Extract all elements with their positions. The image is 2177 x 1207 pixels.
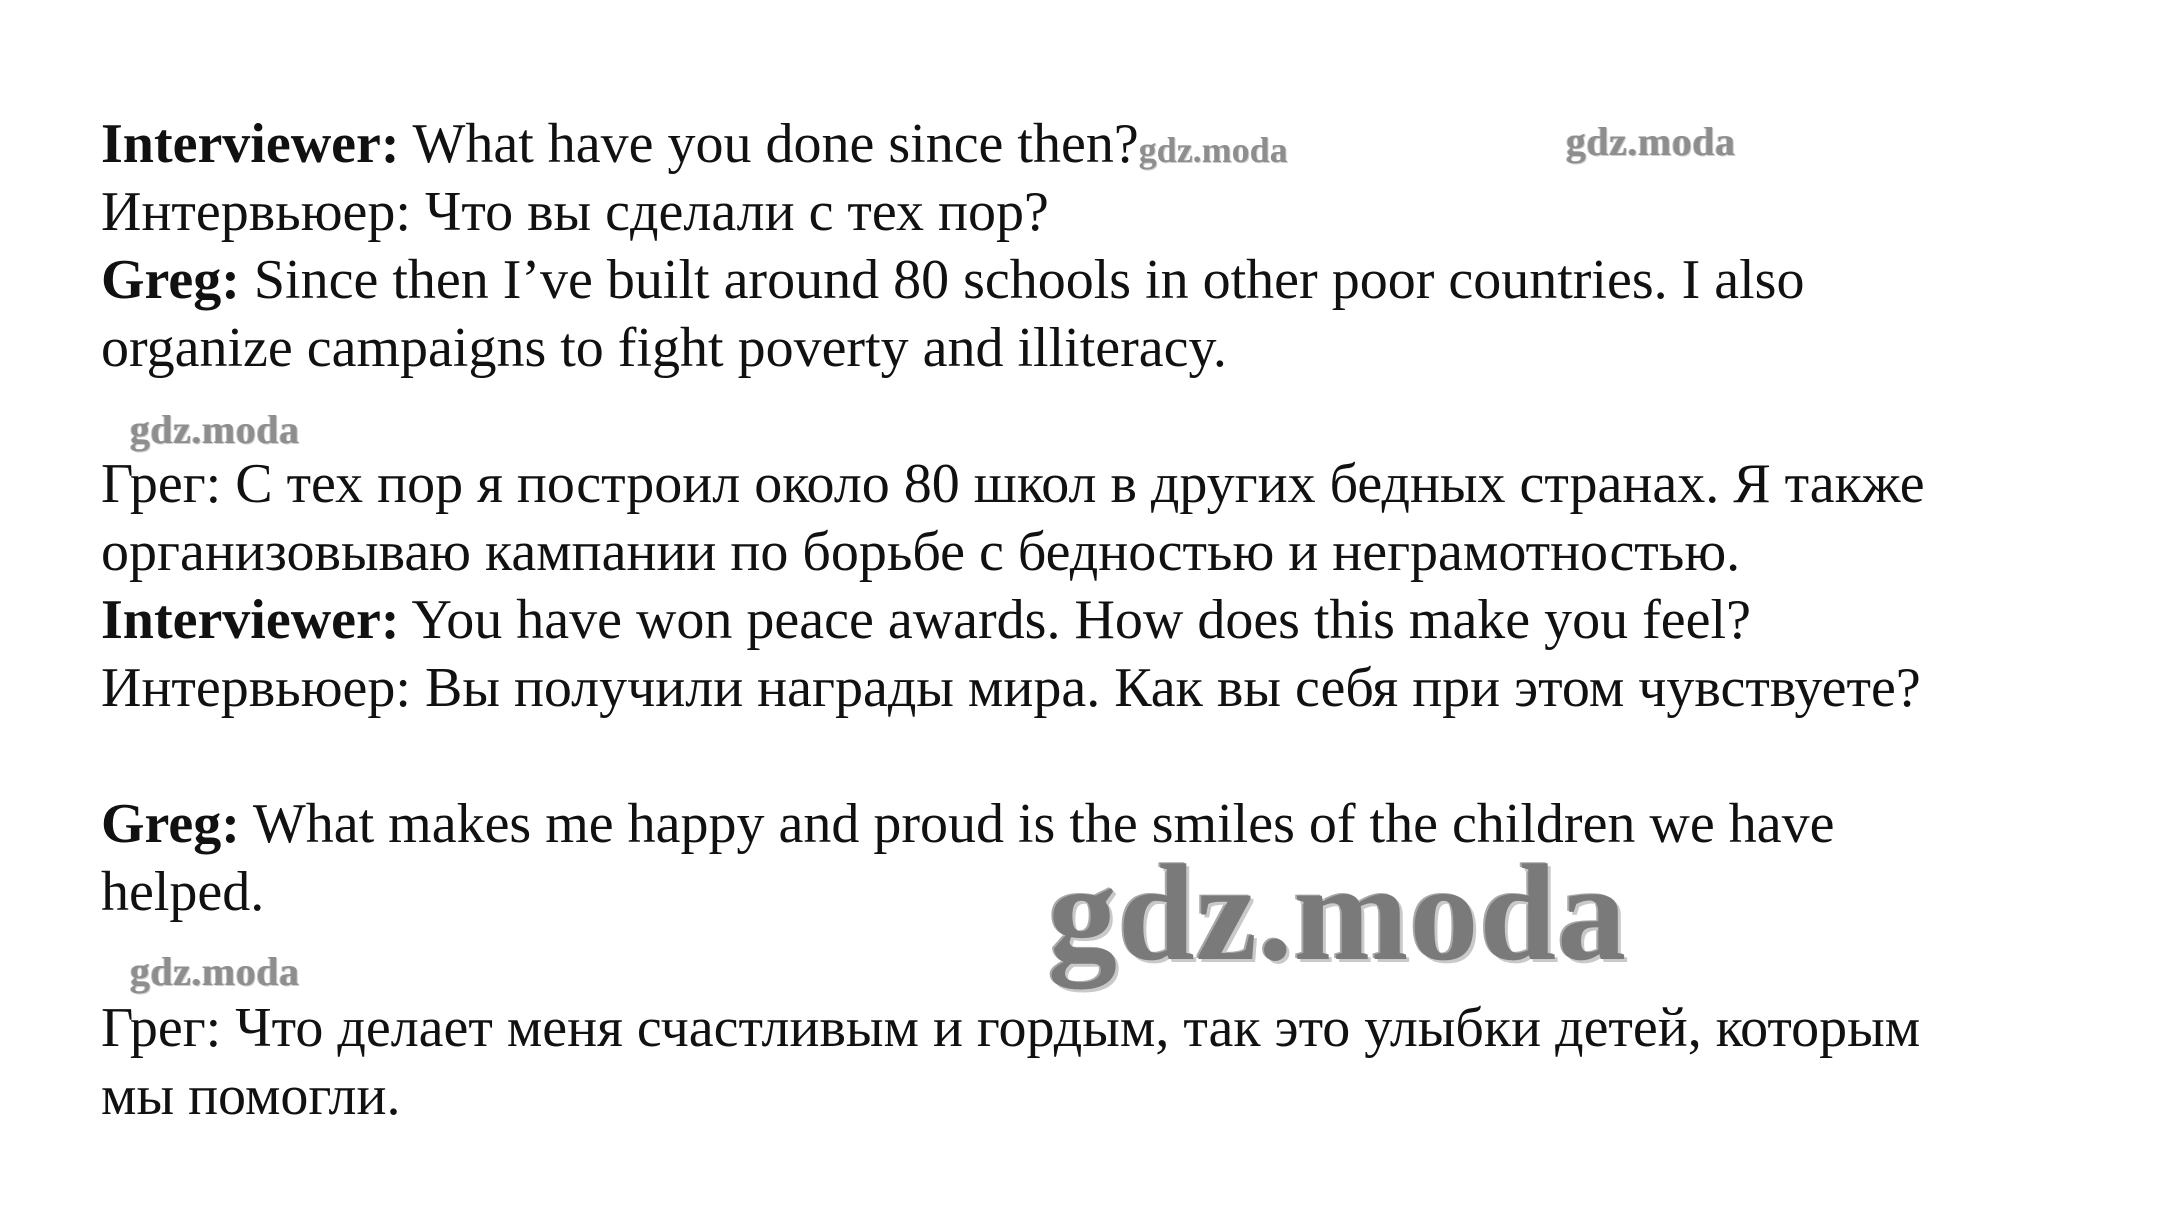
answer-text: What makes me happy and proud is the smiles of the children we have [239, 793, 1835, 855]
greg-answer-2-ru-line1: Грег: Что делает меня счастливым и гордым, так это улыбки детей, которым [101, 997, 1921, 1059]
question-text: You have won peace awards. How does this make you feel? [399, 589, 1751, 651]
watermark-left-1: gdz.moda [130, 407, 300, 452]
speaker-label: Interviewer: [101, 589, 400, 651]
interviewer-question-2-ru: Интервьюер: Вы получили награды мира. Как вы себя при этом чувствуете? [101, 657, 1921, 719]
greg-answer-1-ru-line2: организовываю кампании по борьбе с бедностью и неграмотностью. [101, 521, 1741, 583]
watermark-top-right: gdz.moda [1566, 119, 1736, 164]
interviewer-question-2-en [101, 586, 1751, 654]
watermark-inline: gdz.moda [1138, 130, 1288, 170]
interviewer-question-1-en [101, 110, 1288, 184]
greg-answer-1-ru-line1: Грег: С тех пор я построил около 80 школ в других бедных странах. Я также [101, 453, 1925, 515]
speaker-label: Greg: [101, 793, 240, 855]
question-text: What have you done since then? [399, 113, 1139, 175]
speaker-label: Interviewer: [101, 113, 400, 175]
watermark-big-center: gdz.moda [1048, 836, 1628, 989]
greg-answer-1-en-line2: organize campaigns to fight poverty and illiteracy. [101, 317, 1227, 379]
interviewer-question-1-ru: Интервьюер: Что вы сделали с тех пор? [101, 181, 1049, 243]
speaker-label: Greg: [101, 249, 240, 311]
greg-answer-1-en-line1 [101, 246, 1804, 314]
greg-answer-2-ru-line2: мы помогли. [101, 1065, 401, 1127]
answer-text: Since then I’ve built around 80 schools in other poor countries. I also [239, 249, 1805, 311]
watermark-left-2: gdz.moda [130, 949, 300, 994]
greg-answer-2-en-line2: helped. [101, 861, 265, 923]
